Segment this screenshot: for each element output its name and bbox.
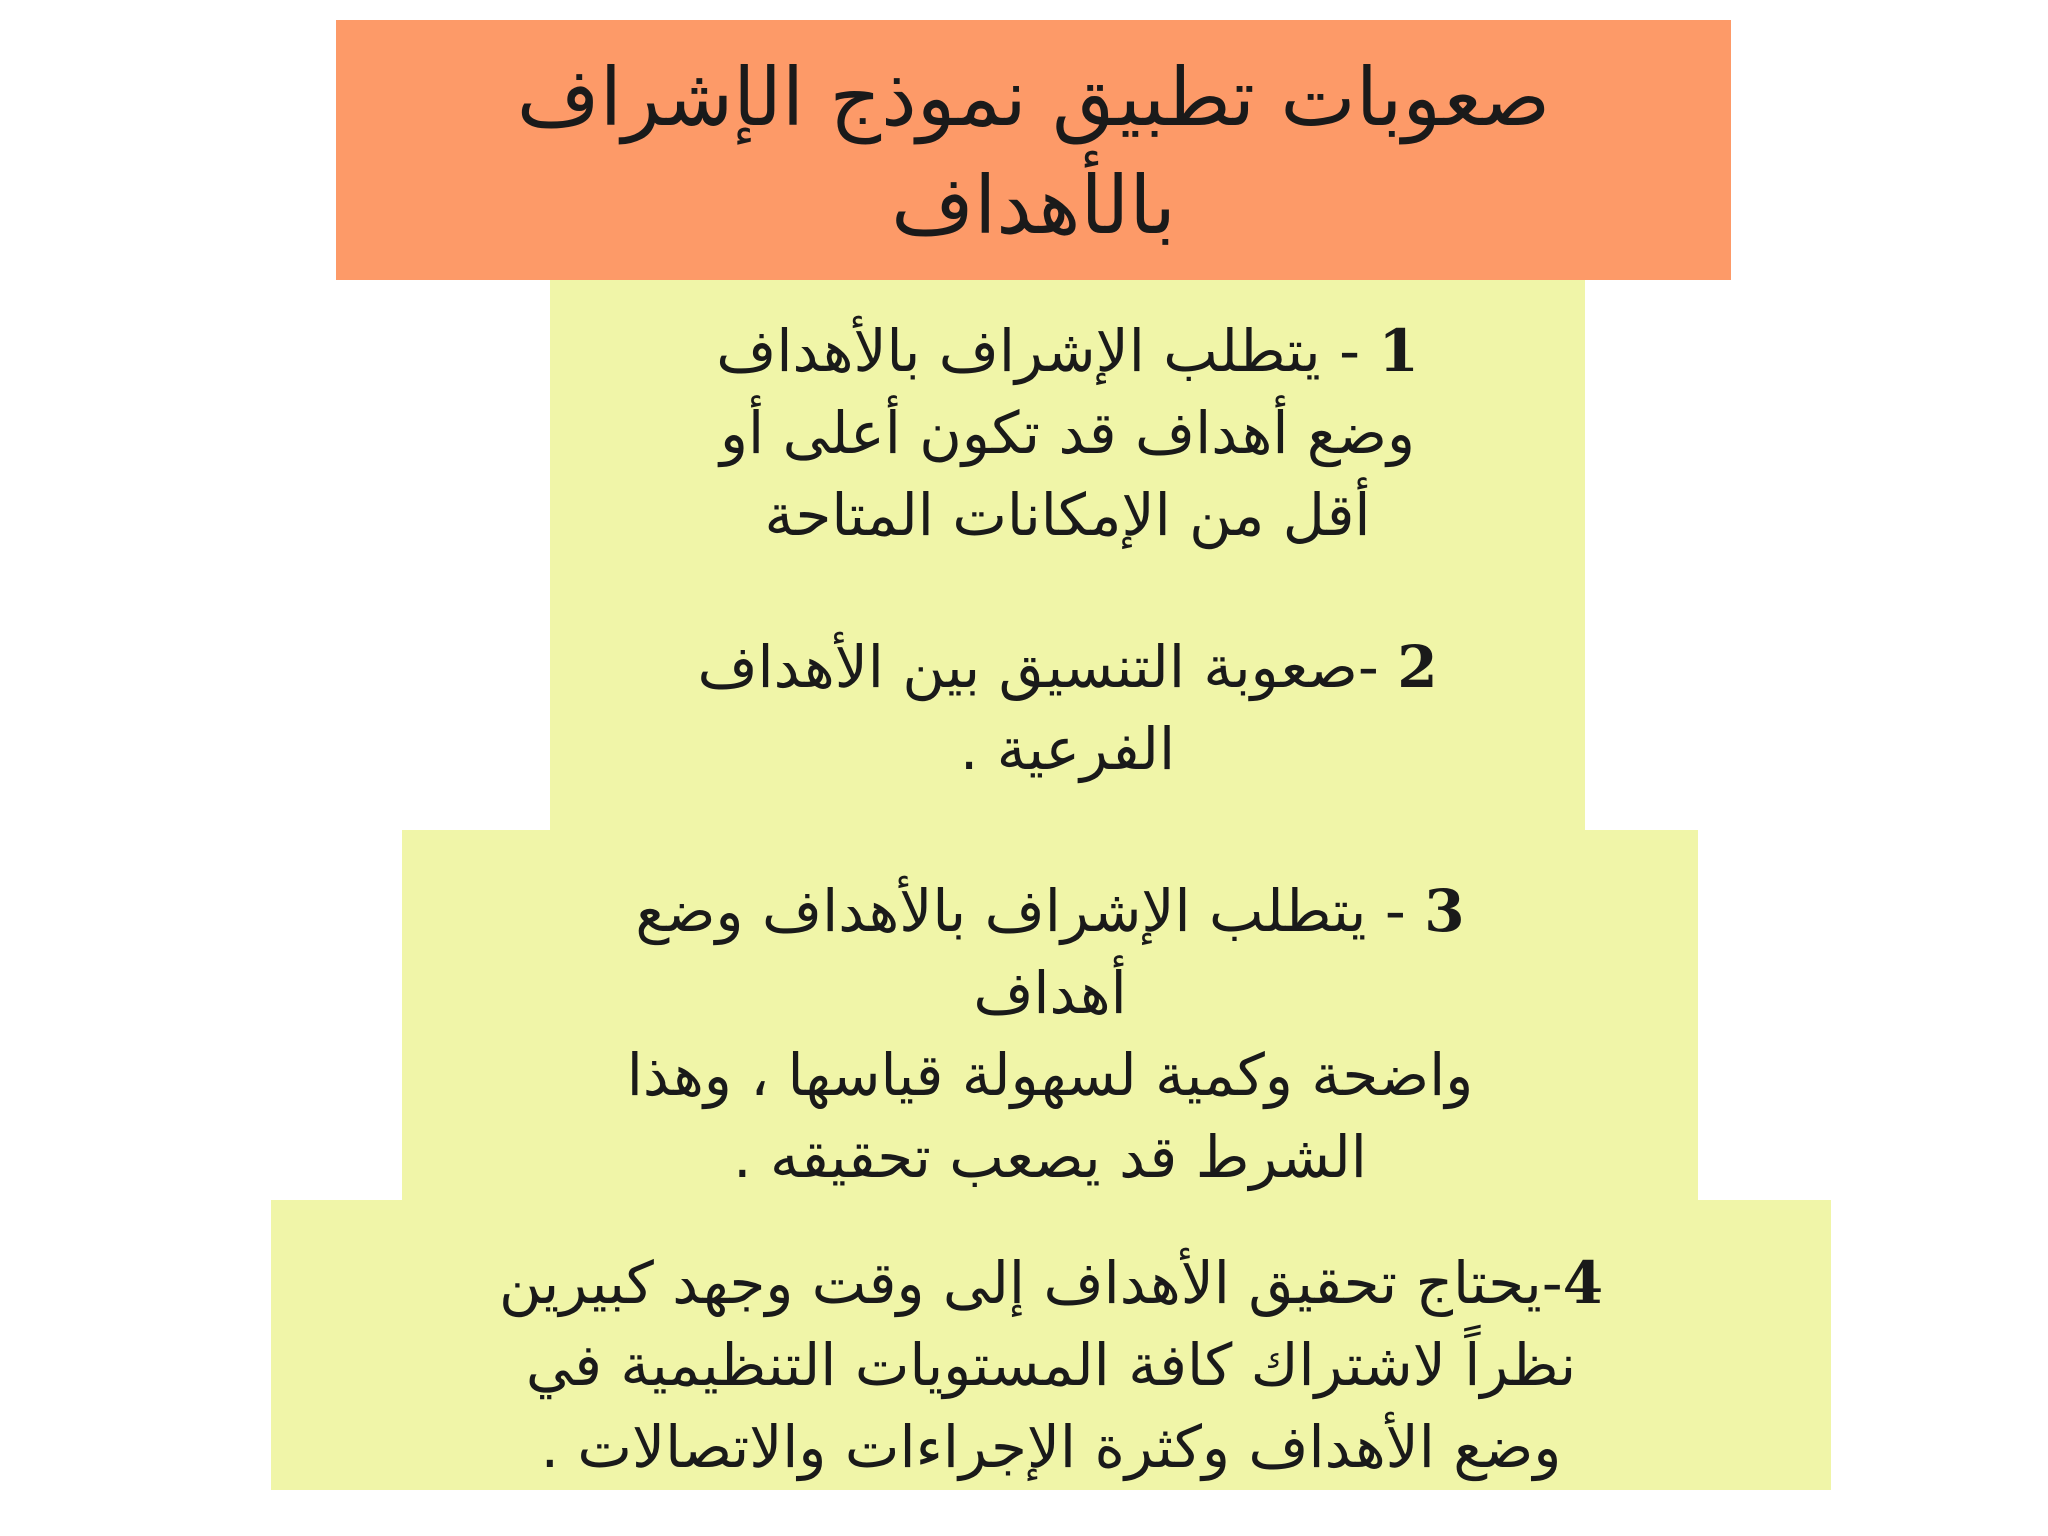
point-3-line-3: واضحة وكمية لسهولة قياسها ، وهذا bbox=[626, 1041, 1474, 1109]
point-4-line-2: نظراً لاشتراك كافة المستويات التنظيمية في bbox=[525, 1331, 1577, 1399]
point-2-text-1: -صعوبة التنسيق بين الأهداف bbox=[697, 633, 1379, 701]
point-2-number: 2 bbox=[1397, 633, 1438, 701]
point-3-text-1: - يتطلب الإشراف بالأهداف وضع bbox=[635, 877, 1406, 945]
point-3-line-1 bbox=[635, 870, 1464, 952]
point-4-text-1: -يحتاج تحقيق الأهداف إلى وقت وجهد كبيرين bbox=[498, 1249, 1563, 1317]
point-4-line-3: وضع الأهداف وكثرة الإجراءات والاتصالات . bbox=[540, 1413, 1562, 1481]
point-3-number: 3 bbox=[1424, 877, 1465, 945]
point-1-line-3: أقل من الإمكانات المتاحة bbox=[764, 481, 1371, 549]
slide-title-box bbox=[336, 20, 1731, 280]
point-4-box bbox=[271, 1200, 1831, 1490]
point-1-number: 1 bbox=[1378, 317, 1419, 385]
slide-title-line-1: صعوبات تطبيق نموذج الإشراف bbox=[516, 51, 1551, 144]
points-1-2-box bbox=[550, 280, 1585, 830]
point-2-line-2: الفرعية . bbox=[959, 715, 1176, 783]
point-3-box bbox=[402, 830, 1698, 1200]
point-4-line-1 bbox=[499, 1242, 1603, 1324]
point-1-line-2: وضع أهداف قد تكون أعلى أو bbox=[720, 399, 1415, 467]
point-2-line-1 bbox=[697, 626, 1437, 708]
slide-title-line-2: بالأهداف bbox=[891, 159, 1176, 252]
point-1-line-1 bbox=[716, 310, 1419, 392]
point-1-text-1: - يتطلب الإشراف بالأهداف bbox=[716, 317, 1361, 385]
point-4-number: 4 bbox=[1562, 1249, 1604, 1317]
point-3-line-4: الشرط قد يصعب تحقيقه . bbox=[733, 1123, 1367, 1191]
point-3-line-2: أهداف bbox=[973, 959, 1127, 1027]
